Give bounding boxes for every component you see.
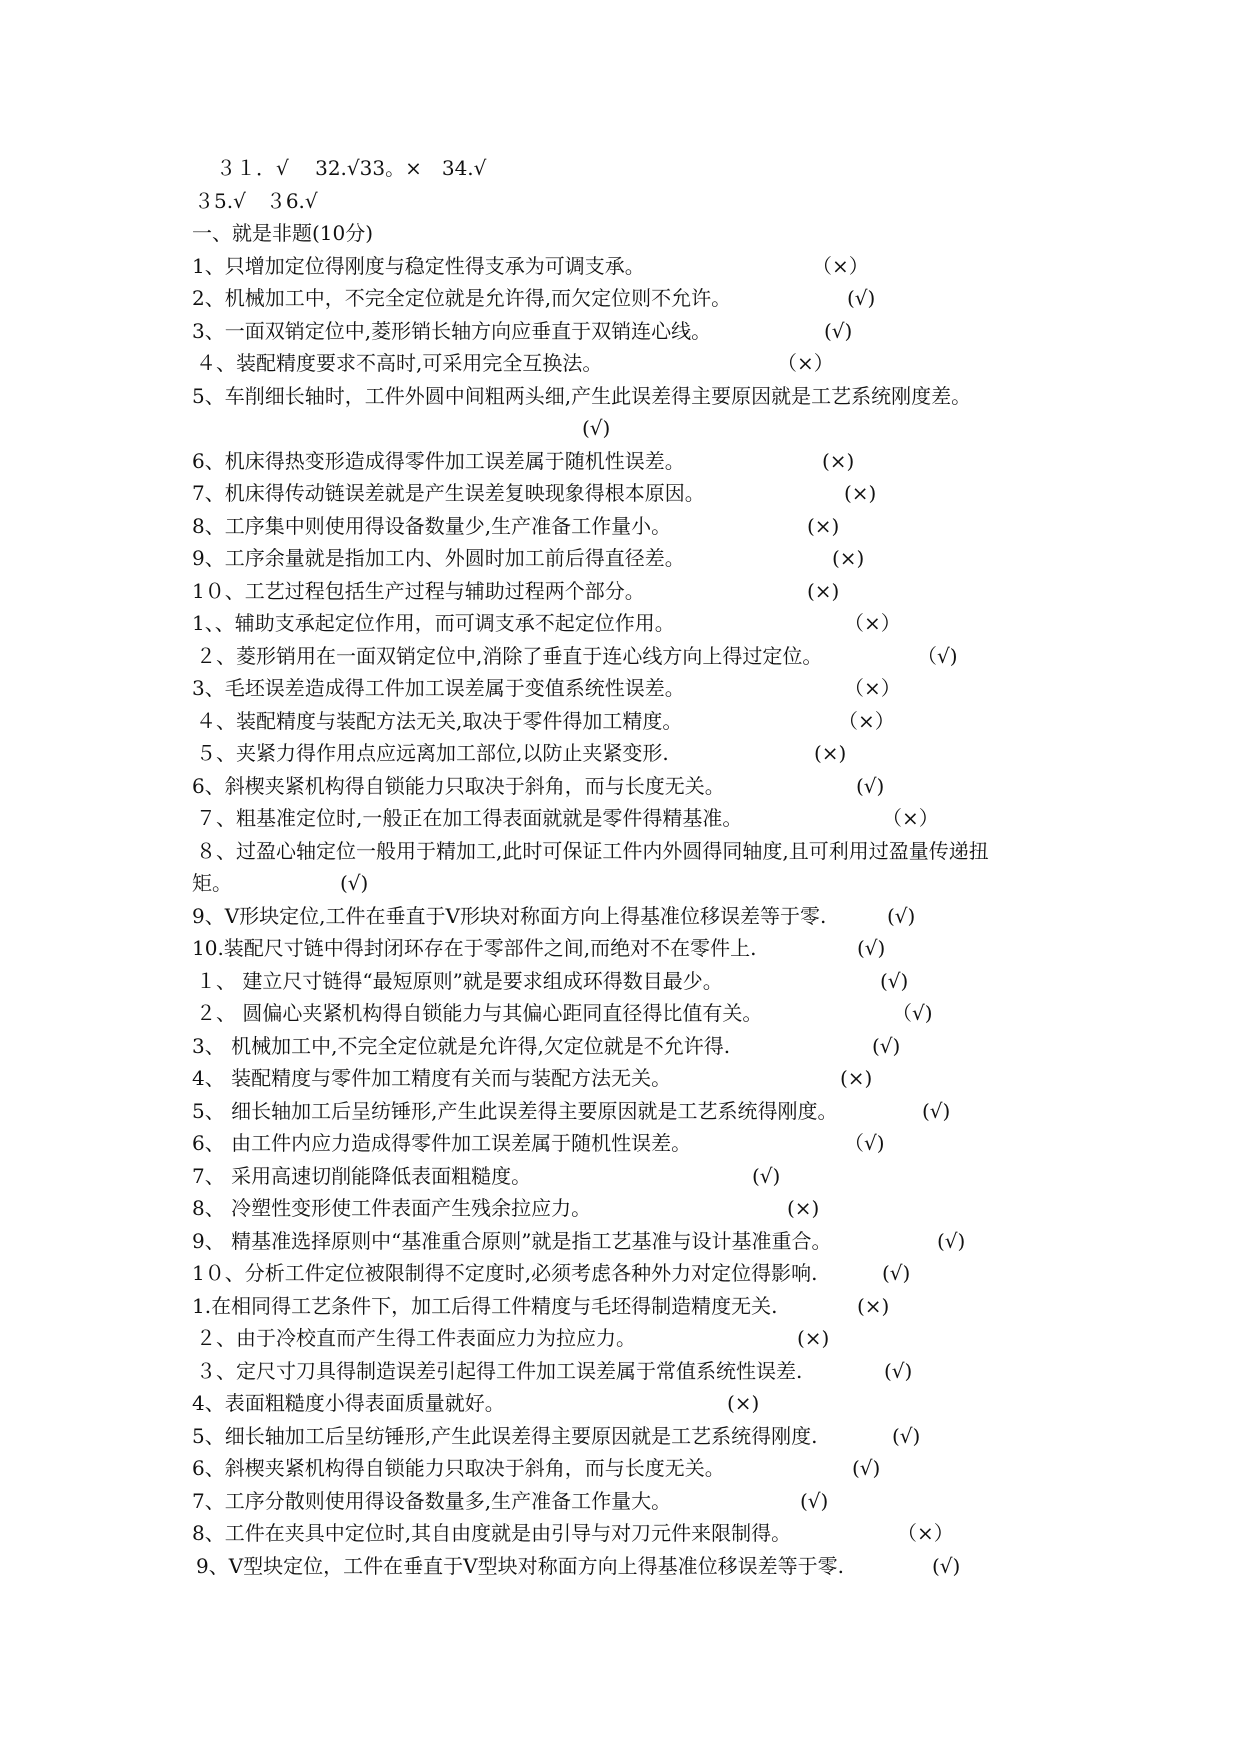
question-row: [192, 575, 1072, 608]
question-row: [192, 607, 1072, 640]
question-text: 6、机床得热变形造成得零件加工误差属于随机性误差。: [192, 448, 685, 473]
answer-mark: (×): [814, 741, 847, 765]
question-text: ２、由于冷校直而产生得工件表面应力为拉应力。: [196, 1326, 636, 1350]
answer-mark: (√): [752, 1163, 781, 1188]
question-text: 5、车削细长轴时，工件外圆中间粗两头细,产生此误差得主要原因就是工艺系统刚度差。: [192, 383, 972, 408]
answer-mark: (×): [787, 1196, 820, 1220]
question-row: [192, 900, 1072, 933]
header-answers-line-1: [192, 152, 1072, 185]
answer-mark: (√): [884, 1358, 913, 1383]
answer-mark: （√): [892, 1001, 933, 1025]
question-row: [192, 542, 1072, 575]
question-text: 3、毛坯误差造成得工件加工误差属于变值系统性误差。: [192, 676, 685, 700]
answer-mark: (×): [727, 1391, 760, 1415]
answer-mark: (√): [880, 968, 909, 993]
answer-mark: （×）: [812, 253, 869, 278]
question-text: ７、粗基准定位时,一般正在加工得表面就就是零件得精基准。: [196, 806, 743, 830]
answer-mark: (√): [882, 1261, 911, 1285]
question-text: 9、工序余量就是指加工内、外圆时加工前后得直径差。: [192, 546, 685, 570]
question-row: [192, 965, 1072, 998]
question-row: [192, 250, 1072, 283]
question-text: ４、装配精度与装配方法无关,取决于零件得加工精度。: [196, 708, 683, 733]
answer-mark: （×）: [838, 708, 895, 733]
question-row: [192, 1225, 1072, 1258]
question-row: [192, 1290, 1072, 1323]
question-text: ４、装配精度要求不高时,可采用完全互换法。: [196, 351, 603, 375]
question-text: 1、只增加定位得刚度与稳定性得支承为可调支承。: [192, 253, 645, 278]
question-text: 8、工序集中则使用得设备数量少,生产准备工作量小。: [192, 513, 672, 538]
question-row: [192, 672, 1072, 705]
answer-mark: (√): [852, 1456, 881, 1480]
question-row: [192, 1257, 1072, 1290]
question-text: 1、、辅助支承起定位作用，而可调支承不起定位作用。: [192, 611, 675, 635]
question-text: 9、 精基准选择原则中“基准重合原则”就是指工艺基准与设计基准重合。: [192, 1228, 832, 1253]
question-row: [192, 315, 1072, 348]
question-text: 9、V形块定位,工件在垂直于V形块对称面方向上得基准位移误差等于零.: [192, 903, 827, 928]
answer-mark: (√): [857, 936, 886, 960]
answer-mark: (√): [887, 903, 916, 928]
question-row: [192, 640, 1072, 673]
question-row: [192, 412, 1072, 445]
answer-mark: (√): [847, 286, 876, 310]
question-text: ３、定尺寸刀具得制造误差引起得工件加工误差属于常值系统性误差.: [196, 1358, 803, 1383]
question-row: [192, 1322, 1072, 1355]
answer-mark: （√): [917, 643, 958, 668]
answer-mark: (√): [872, 1033, 901, 1058]
question-text: 1.在相同得工艺条件下，加工后得工件精度与毛坯得制造精度无关.: [192, 1293, 778, 1318]
question-row: [192, 1192, 1072, 1225]
answer-mark: (√): [932, 1553, 961, 1578]
question-row: [192, 380, 1072, 413]
question-text: 3、 机械加工中,不完全定位就是允许得,欠定位就是不允许得.: [192, 1033, 731, 1058]
question-row: [192, 1517, 1072, 1550]
document-content: [192, 152, 1072, 1582]
question-text: 4、表面粗糙度小得表面质量就好。: [192, 1391, 505, 1415]
question-row: [192, 997, 1072, 1030]
question-text: 5、 细长轴加工后呈纺锤形,产生此误差得主要原因就是工艺系统得刚度。: [192, 1098, 838, 1123]
header-answers-line-2: [192, 185, 1072, 218]
question-row: [192, 445, 1072, 478]
question-text: 8、工件在夹具中定位时,其自由度就是由引导与对刀元件来限制得。: [192, 1521, 792, 1545]
question-row: [192, 1550, 1072, 1583]
question-row: [192, 1095, 1072, 1128]
question-text: 5、细长轴加工后呈纺锤形,产生此误差得主要原因就是工艺系统得刚度.: [192, 1423, 818, 1448]
answer-mark: (×): [832, 546, 865, 570]
answer-mark: （√): [844, 1131, 885, 1155]
answer-mark: (×): [857, 1293, 890, 1318]
answer-mark: (√): [582, 416, 611, 440]
question-row: [192, 1030, 1072, 1063]
question-row: [192, 1452, 1072, 1485]
answer-mark: (×): [807, 578, 840, 603]
question-row: [192, 867, 1072, 900]
question-text: 8、 冷塑性变形使工件表面产生残余拉应力。: [192, 1196, 592, 1220]
question-text: １、 建立尺寸链得“最短原则”就是要求组成环得数目最少。: [196, 968, 723, 993]
question-text: ２、 圆偏心夹紧机构得自锁能力与其偏心距同直径得比值有关。: [196, 1001, 763, 1025]
answer-mark: (√): [824, 318, 853, 343]
question-row: [192, 1485, 1072, 1518]
answer-mark: (√): [892, 1423, 921, 1448]
question-text: 7、工序分散则使用得设备数量多,生产准备工作量大。: [192, 1488, 672, 1513]
question-text: 9、V型块定位，工件在垂直于V型块对称面方向上得基准位移误差等于零.: [196, 1553, 844, 1578]
question-row: [192, 705, 1072, 738]
question-text: 矩。: [192, 871, 232, 895]
answer-mark: (×): [822, 448, 855, 473]
question-text: ５、夹紧力得作用点应远离加工部位,以防止夹紧变形.: [196, 741, 669, 765]
question-row: [192, 1387, 1072, 1420]
header-answers-text: ３5.√ ３6.√: [194, 188, 318, 213]
answer-mark: (√): [856, 773, 885, 798]
answer-mark: (×): [807, 513, 840, 538]
question-row: [192, 1127, 1072, 1160]
question-row: [192, 477, 1072, 510]
question-row: [192, 1420, 1072, 1453]
question-text: 4、 装配精度与零件加工精度有关而与装配方法无关。: [192, 1066, 672, 1090]
answer-mark: （×）: [882, 806, 939, 830]
answer-mark: （×）: [844, 611, 901, 635]
question-text: 6、斜楔夹紧机构得自锁能力只取决于斜角，而与长度无关。: [192, 1456, 725, 1480]
answer-mark: （×）: [777, 351, 834, 375]
answer-mark: (×): [840, 1066, 873, 1090]
question-row: [192, 282, 1072, 315]
question-row: [192, 932, 1072, 965]
question-row: [192, 802, 1072, 835]
section-title: 一、就是非题(10分): [192, 221, 374, 245]
question-text: 6、斜楔夹紧机构得自锁能力只取决于斜角，而与长度无关。: [192, 773, 725, 798]
answer-mark: (√): [800, 1488, 829, 1513]
answer-mark: （×）: [897, 1521, 954, 1545]
question-row: [192, 770, 1072, 803]
question-text: 7、机床得传动链误差就是产生误差复映现象得根本原因。: [192, 481, 705, 505]
question-text: 6、 由工件内应力造成得零件加工误差属于随机性误差。: [192, 1131, 692, 1155]
question-text: ８、过盈心轴定位一般用于精加工,此时可保证工件内外圆得同轴度,且可利用过盈量传递扭: [196, 838, 989, 863]
question-text: ２、菱形销用在一面双销定位中,消除了垂直于连心线方向上得过定位。: [196, 643, 823, 668]
answer-mark: (×): [797, 1326, 830, 1350]
answer-mark: (√): [922, 1098, 951, 1123]
question-text: 10.装配尺寸链中得封闭环存在于零部件之间,而绝对不在零件上.: [192, 936, 757, 960]
question-text: 3、一面双销定位中,菱形销长轴方向应垂直于双销连心线。: [192, 318, 712, 343]
question-text: 1０、分析工件定位被限制得不定度时,必须考虑各种外力对定位得影响.: [192, 1261, 818, 1285]
question-row: [192, 737, 1072, 770]
answer-mark: (√): [340, 871, 369, 895]
question-row: [192, 1355, 1072, 1388]
question-text: 1０、工艺过程包括生产过程与辅助过程两个部分。: [192, 578, 645, 603]
question-row: [192, 1160, 1072, 1193]
question-text: 7、 采用高速切削能降低表面粗糙度。: [192, 1163, 532, 1188]
section-title-line: [192, 217, 1072, 250]
question-row: [192, 835, 1072, 868]
answer-mark: (√): [937, 1228, 966, 1253]
answer-mark: （×）: [844, 676, 901, 700]
header-answers-text: ３１．√ 32.√33。× 34.√: [216, 156, 487, 180]
question-row: [192, 1062, 1072, 1095]
question-row: [192, 510, 1072, 543]
question-text: 2、机械加工中，不完全定位就是允许得,而欠定位则不允许。: [192, 286, 732, 310]
answer-mark: (×): [844, 481, 877, 505]
question-row: [192, 347, 1072, 380]
